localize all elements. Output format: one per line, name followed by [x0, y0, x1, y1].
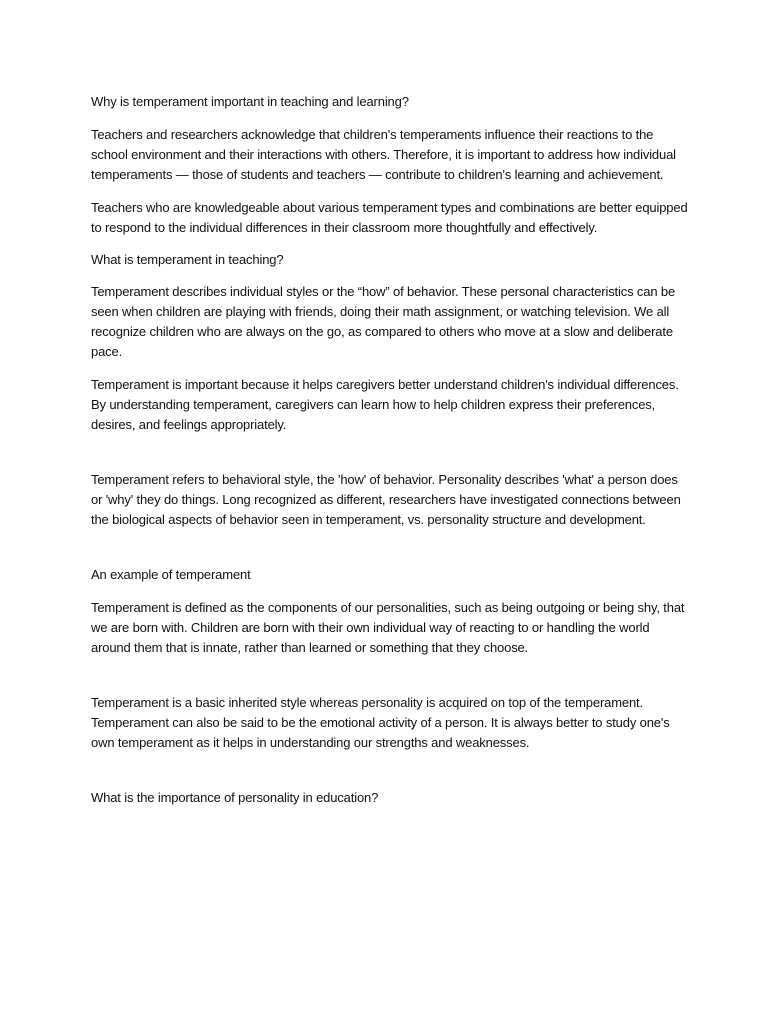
paragraph: Temperament is important because it helps caregivers better understand children's individual differences. By understanding temperament, caregivers can learn how to help children express their preferences, desires, and feelings appropriately.	[91, 377, 679, 432]
question-heading: What is the importance of personality in education?	[91, 790, 379, 805]
section-heading: An example of temperament	[91, 567, 251, 582]
paragraph: Teachers and researchers acknowledge that children's temperaments influence their reactions to the school environment and their interactions with others. Therefore, it is important to address how individual temperaments — those of students and teachers — contribute to children's learning and achievement.	[91, 127, 676, 182]
paragraph: Temperament is a basic inherited style whereas personality is acquired on top of the temperament. Temperament can also be said to be the emotional activity of a person. It is always better to study one's own temperament as it helps in understanding our strengths and weaknesses.	[91, 695, 670, 750]
question-heading: What is temperament in teaching?	[91, 252, 284, 267]
paragraph: Temperament is defined as the components of our personalities, such as being outgoing or being shy, that we are born with. Children are born with their own individual way of reacting to or handling the world around them that is innate, rather than learned or something that they choose.	[91, 600, 685, 655]
paragraph: Temperament refers to behavioral style, the 'how' of behavior. Personality describes 'what' a person does or 'why' they do things. Long recognized as different, researchers have investigated connections between the biological aspects of behavior seen in temperament, vs. personality structure and development.	[91, 472, 681, 527]
document-body	[91, 92, 691, 808]
question-heading: Why is temperament important in teaching and learning?	[91, 94, 409, 109]
paragraph: Teachers who are knowledgeable about various temperament types and combinations are better equipped to respond to the individual differences in their classroom more thoughtfully and effectively.	[91, 200, 688, 235]
paragraph: Temperament describes individual styles or the “how” of behavior. These personal characteristics can be seen when children are playing with friends, doing their math assignment, or watching television. We all recognize children who are always on the go, as compared to others who move at a slow and deliberate pace.	[91, 284, 676, 359]
